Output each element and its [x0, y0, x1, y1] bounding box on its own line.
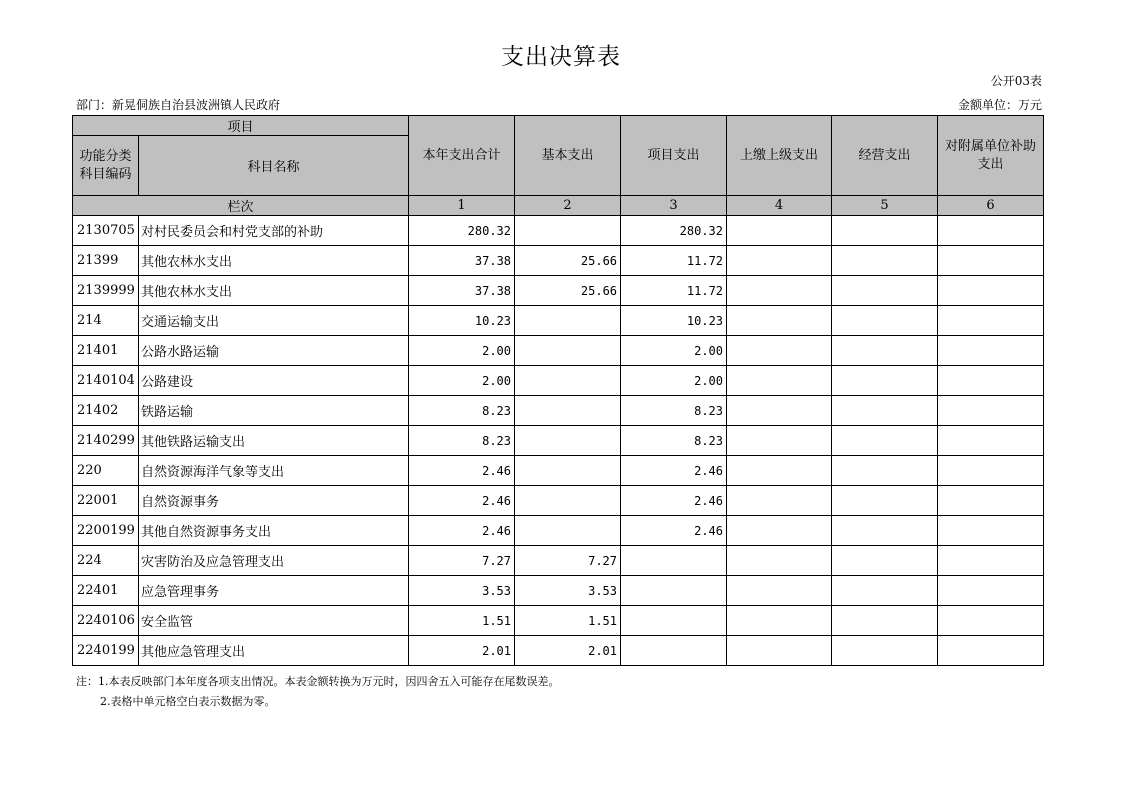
- table-row: [73, 426, 1044, 456]
- row-total: 8.23: [409, 396, 515, 426]
- row-upper: [727, 246, 832, 276]
- row-basic: [515, 486, 621, 516]
- header-func-code: 功能分类 科目编码: [73, 136, 139, 196]
- row-subsidy: [938, 546, 1044, 576]
- header-basic: 基本支出: [515, 116, 621, 196]
- row-upper: [727, 276, 832, 306]
- row-code: 21401: [73, 336, 139, 366]
- row-basic: 25.66: [515, 276, 621, 306]
- row-code: 22401: [73, 576, 139, 606]
- row-project: [621, 546, 727, 576]
- row-project: 2.46: [621, 456, 727, 486]
- table-row: [73, 636, 1044, 666]
- row-project: 8.23: [621, 396, 727, 426]
- row-code: 224: [73, 546, 139, 576]
- row-code: 2240199: [73, 636, 139, 666]
- row-basic: [515, 516, 621, 546]
- row-total: 2.46: [409, 516, 515, 546]
- row-code: 2200199: [73, 516, 139, 546]
- row-upper: [727, 366, 832, 396]
- row-code: 2240106: [73, 606, 139, 636]
- row-name: 公路建设: [139, 366, 409, 396]
- form-number: 公开03表: [990, 74, 1042, 88]
- header-business: 经营支出: [832, 116, 938, 196]
- row-total: 2.01: [409, 636, 515, 666]
- table-row: [73, 216, 1044, 246]
- row-name: 其他应急管理支出: [139, 636, 409, 666]
- row-total: 37.38: [409, 246, 515, 276]
- row-code: 2130705: [73, 216, 139, 246]
- row-name: 其他农林水支出: [139, 276, 409, 306]
- table-row: [73, 546, 1044, 576]
- row-total: 2.00: [409, 336, 515, 366]
- table-row: [73, 246, 1044, 276]
- row-name: 其他农林水支出: [139, 246, 409, 276]
- row-code: 2140104: [73, 366, 139, 396]
- row-business: [832, 306, 938, 336]
- row-name: 灾害防治及应急管理支出: [139, 546, 409, 576]
- row-name: 其他铁路运输支出: [139, 426, 409, 456]
- table-row: [73, 516, 1044, 546]
- table-row: [73, 306, 1044, 336]
- row-business: [832, 486, 938, 516]
- row-project: 2.46: [621, 516, 727, 546]
- row-subsidy: [938, 576, 1044, 606]
- row-name: 安全监管: [139, 606, 409, 636]
- row-business: [832, 546, 938, 576]
- table-row: [73, 606, 1044, 636]
- row-code: 220: [73, 456, 139, 486]
- row-project: 2.00: [621, 366, 727, 396]
- row-total: 8.23: [409, 426, 515, 456]
- header-project: 项目: [73, 116, 409, 136]
- row-basic: [515, 456, 621, 486]
- row-code: 21402: [73, 396, 139, 426]
- row-project: [621, 606, 727, 636]
- row-upper: [727, 336, 832, 366]
- header-subject-name: 科目名称: [139, 136, 409, 196]
- row-project: [621, 576, 727, 606]
- col-index: 2: [515, 196, 621, 216]
- row-business: [832, 396, 938, 426]
- table-row: [73, 366, 1044, 396]
- row-name: 自然资源海洋气象等支出: [139, 456, 409, 486]
- row-upper: [727, 606, 832, 636]
- footnote-2: 2.表格中单元格空白表示数据为零。: [100, 695, 276, 708]
- row-business: [832, 456, 938, 486]
- page-title: 支出决算表: [501, 44, 621, 70]
- col-index: 6: [938, 196, 1044, 216]
- row-subsidy: [938, 606, 1044, 636]
- row-subsidy: [938, 426, 1044, 456]
- row-subsidy: [938, 306, 1044, 336]
- row-subsidy: [938, 516, 1044, 546]
- row-business: [832, 576, 938, 606]
- row-subsidy: [938, 246, 1044, 276]
- row-upper: [727, 456, 832, 486]
- row-code: 21399: [73, 246, 139, 276]
- row-project: 11.72: [621, 276, 727, 306]
- row-business: [832, 426, 938, 456]
- row-subsidy: [938, 456, 1044, 486]
- row-project: 2.46: [621, 486, 727, 516]
- header-subsidy: 对附属单位补助支出: [938, 116, 1044, 196]
- row-basic: 1.51: [515, 606, 621, 636]
- header-row-label: 栏次: [73, 196, 409, 216]
- row-business: [832, 216, 938, 246]
- row-total: 2.46: [409, 486, 515, 516]
- row-business: [832, 246, 938, 276]
- table-row: [73, 396, 1044, 426]
- row-name: 其他自然资源事务支出: [139, 516, 409, 546]
- footnote-1: 注：1.本表反映部门本年度各项支出情况。本表金额转换为万元时，因四舍五入可能存在尾数误差。: [76, 675, 560, 688]
- row-project: 8.23: [621, 426, 727, 456]
- expenditure-table: [72, 115, 1044, 666]
- row-upper: [727, 306, 832, 336]
- row-code: 2140299: [73, 426, 139, 456]
- header-upper: 上缴上级支出: [727, 116, 832, 196]
- row-upper: [727, 216, 832, 246]
- row-total: 2.46: [409, 456, 515, 486]
- row-project: [621, 636, 727, 666]
- row-business: [832, 366, 938, 396]
- row-upper: [727, 396, 832, 426]
- row-basic: [515, 216, 621, 246]
- row-upper: [727, 576, 832, 606]
- row-business: [832, 276, 938, 306]
- row-basic: [515, 396, 621, 426]
- col-index: 4: [727, 196, 832, 216]
- row-subsidy: [938, 336, 1044, 366]
- row-total: 2.00: [409, 366, 515, 396]
- row-basic: [515, 426, 621, 456]
- row-subsidy: [938, 276, 1044, 306]
- row-total: 7.27: [409, 546, 515, 576]
- col-index: 3: [621, 196, 727, 216]
- row-business: [832, 336, 938, 366]
- row-subsidy: [938, 636, 1044, 666]
- col-index: 1: [409, 196, 515, 216]
- row-subsidy: [938, 366, 1044, 396]
- row-total: 1.51: [409, 606, 515, 636]
- row-upper: [727, 426, 832, 456]
- row-basic: 7.27: [515, 546, 621, 576]
- row-subsidy: [938, 216, 1044, 246]
- footnotes: [76, 672, 560, 712]
- row-upper: [727, 516, 832, 546]
- row-total: 10.23: [409, 306, 515, 336]
- row-business: [832, 516, 938, 546]
- row-code: 214: [73, 306, 139, 336]
- row-subsidy: [938, 396, 1044, 426]
- row-basic: [515, 366, 621, 396]
- row-business: [832, 636, 938, 666]
- row-name: 公路水路运输: [139, 336, 409, 366]
- row-total: 3.53: [409, 576, 515, 606]
- row-name: 对村民委员会和村党支部的补助: [139, 216, 409, 246]
- row-basic: [515, 336, 621, 366]
- row-basic: 2.01: [515, 636, 621, 666]
- row-basic: 25.66: [515, 246, 621, 276]
- row-business: [832, 606, 938, 636]
- row-total: 37.38: [409, 276, 515, 306]
- row-code: 22001: [73, 486, 139, 516]
- col-index: 5: [832, 196, 938, 216]
- table-row: [73, 576, 1044, 606]
- row-subsidy: [938, 486, 1044, 516]
- department-label: 部门：新晃侗族自治县波洲镇人民政府: [76, 98, 281, 112]
- table-row: [73, 336, 1044, 366]
- row-upper: [727, 636, 832, 666]
- header-total: 本年支出合计: [409, 116, 515, 196]
- row-upper: [727, 486, 832, 516]
- row-upper: [727, 546, 832, 576]
- amount-unit-label: 金额单位：万元: [957, 98, 1042, 112]
- row-name: 自然资源事务: [139, 486, 409, 516]
- row-name: 应急管理事务: [139, 576, 409, 606]
- row-name: 交通运输支出: [139, 306, 409, 336]
- table-row: [73, 486, 1044, 516]
- table-row: [73, 276, 1044, 306]
- row-name: 铁路运输: [139, 396, 409, 426]
- row-project: 11.72: [621, 246, 727, 276]
- row-code: 2139999: [73, 276, 139, 306]
- row-project: 2.00: [621, 336, 727, 366]
- table-row: [73, 456, 1044, 486]
- header-project-exp: 项目支出: [621, 116, 727, 196]
- row-basic: [515, 306, 621, 336]
- row-total: 280.32: [409, 216, 515, 246]
- row-basic: 3.53: [515, 576, 621, 606]
- row-project: 280.32: [621, 216, 727, 246]
- row-project: 10.23: [621, 306, 727, 336]
